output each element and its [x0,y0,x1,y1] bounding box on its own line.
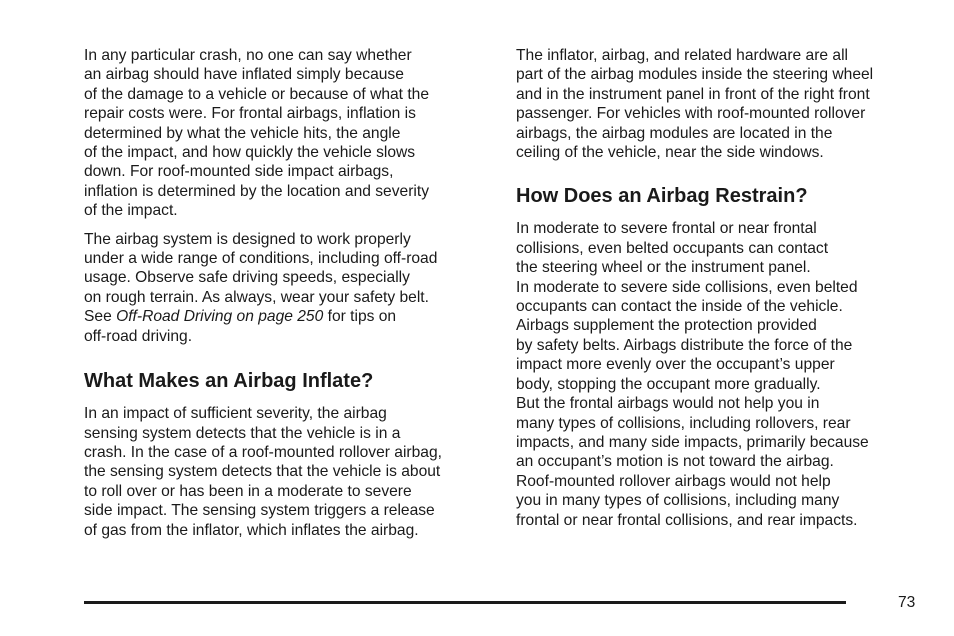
text-line: The inflator, airbag, and related hardware are all [516,47,848,64]
text-line: inflation is determined by the location and severity [84,182,429,200]
text-line: and in the instrument panel in front of the right front [516,85,870,103]
page-number: 73 [898,594,916,611]
see-reference-line: See Off-Road Driving on page 250 for tips on [84,308,397,326]
text-line: frontal or near frontal collisions, and rear impacts. [516,511,858,529]
paragraph-sensing-system [84,404,494,540]
off-road-driving-link[interactable]: Off-Road Driving on page 250 [116,308,324,326]
text-line: airbags, the airbag modules are located in the [516,124,833,142]
text-line: an occupant’s motion is not toward the airbag. [516,453,834,471]
text-line: Airbags supplement the protection provided [516,317,817,335]
left-column [84,46,494,540]
text-line: collisions, even belted occupants can contact [516,239,829,257]
text-line: determined by what the vehicle hits, the angle [84,124,401,142]
text-line: an airbag should have inflated simply because [84,66,404,84]
right-column [516,46,926,530]
text-line: many types of collisions, including rollovers, rear [516,414,851,432]
paragraph-restraint-explanation [516,219,926,530]
text-line: The airbag system is designed to work properly [84,230,411,248]
text-line: usage. Observe safe driving speeds, especially [84,269,410,287]
text-line: In moderate to severe side collisions, even belted [516,278,858,296]
text-line: body, stopping the occupant more gradually. [516,375,821,393]
heading-what-makes-airbag-inflate: What Makes an Airbag Inflate? [84,370,374,393]
heading-how-airbag-restrains: How Does an Airbag Restrain? [516,185,808,208]
text-line: Roof-mounted rollover airbags would not help [516,472,831,490]
text-line: repair costs were. For frontal airbags, inflation is [84,105,416,123]
text-line: under a wide range of conditions, including off-road [84,250,438,268]
text-line: part of the airbag modules inside the steering wheel [516,66,874,84]
text-line: by safety belts. Airbags distribute the force of the [516,336,853,354]
text-line: of the damage to a vehicle or because of what the [84,85,430,103]
text-line: on rough terrain. As always, wear your safety belt. [84,288,429,306]
text-line: down. For roof-mounted side impact airbags, [84,163,394,181]
text-line: to roll over or has been in a moderate to severe [84,482,412,500]
text-line: side impact. The sensing system triggers a release [84,502,435,520]
text-line: crash. In the case of a roof-mounted rollover airbag, [84,443,442,461]
paragraph-last-line: off-road driving. [84,327,193,345]
text-line: In moderate to severe frontal or near frontal [516,220,817,238]
text-line: In any particular crash, no one can say whether [84,47,412,64]
paragraph-airbag-system [84,230,494,346]
text-line: sensing system detects that the vehicle is in a [84,424,401,442]
text-line: ceiling of the vehicle, near the side windows. [516,144,824,162]
text-line: of gas from the inflator, which inflates the airbag. [84,521,419,539]
text-line: of the impact, and how quickly the vehicle slows [84,144,416,162]
text-line: the sensing system detects that the vehicle is about [84,463,441,481]
footer-rule [84,601,846,604]
text-line: of the impact. [84,202,178,220]
text-line: the steering wheel or the instrument panel. [516,259,811,277]
paragraph-airbag-modules [516,46,926,162]
text-line: passenger. For vehicles with roof-mounted rollover [516,105,866,123]
text-line: But the frontal airbags would not help you in [516,395,820,413]
text-line: In an impact of sufficient severity, the airbag [84,405,387,423]
text-line: impacts, and many side impacts, primarily because [516,433,869,451]
text-line: impact more evenly over the occupant’s upper [516,356,835,374]
text-line: occupants can contact the inside of the vehicle. [516,298,843,316]
text-line: you in many types of collisions, including many [516,492,840,510]
paragraph-crash-inflation [84,46,494,221]
